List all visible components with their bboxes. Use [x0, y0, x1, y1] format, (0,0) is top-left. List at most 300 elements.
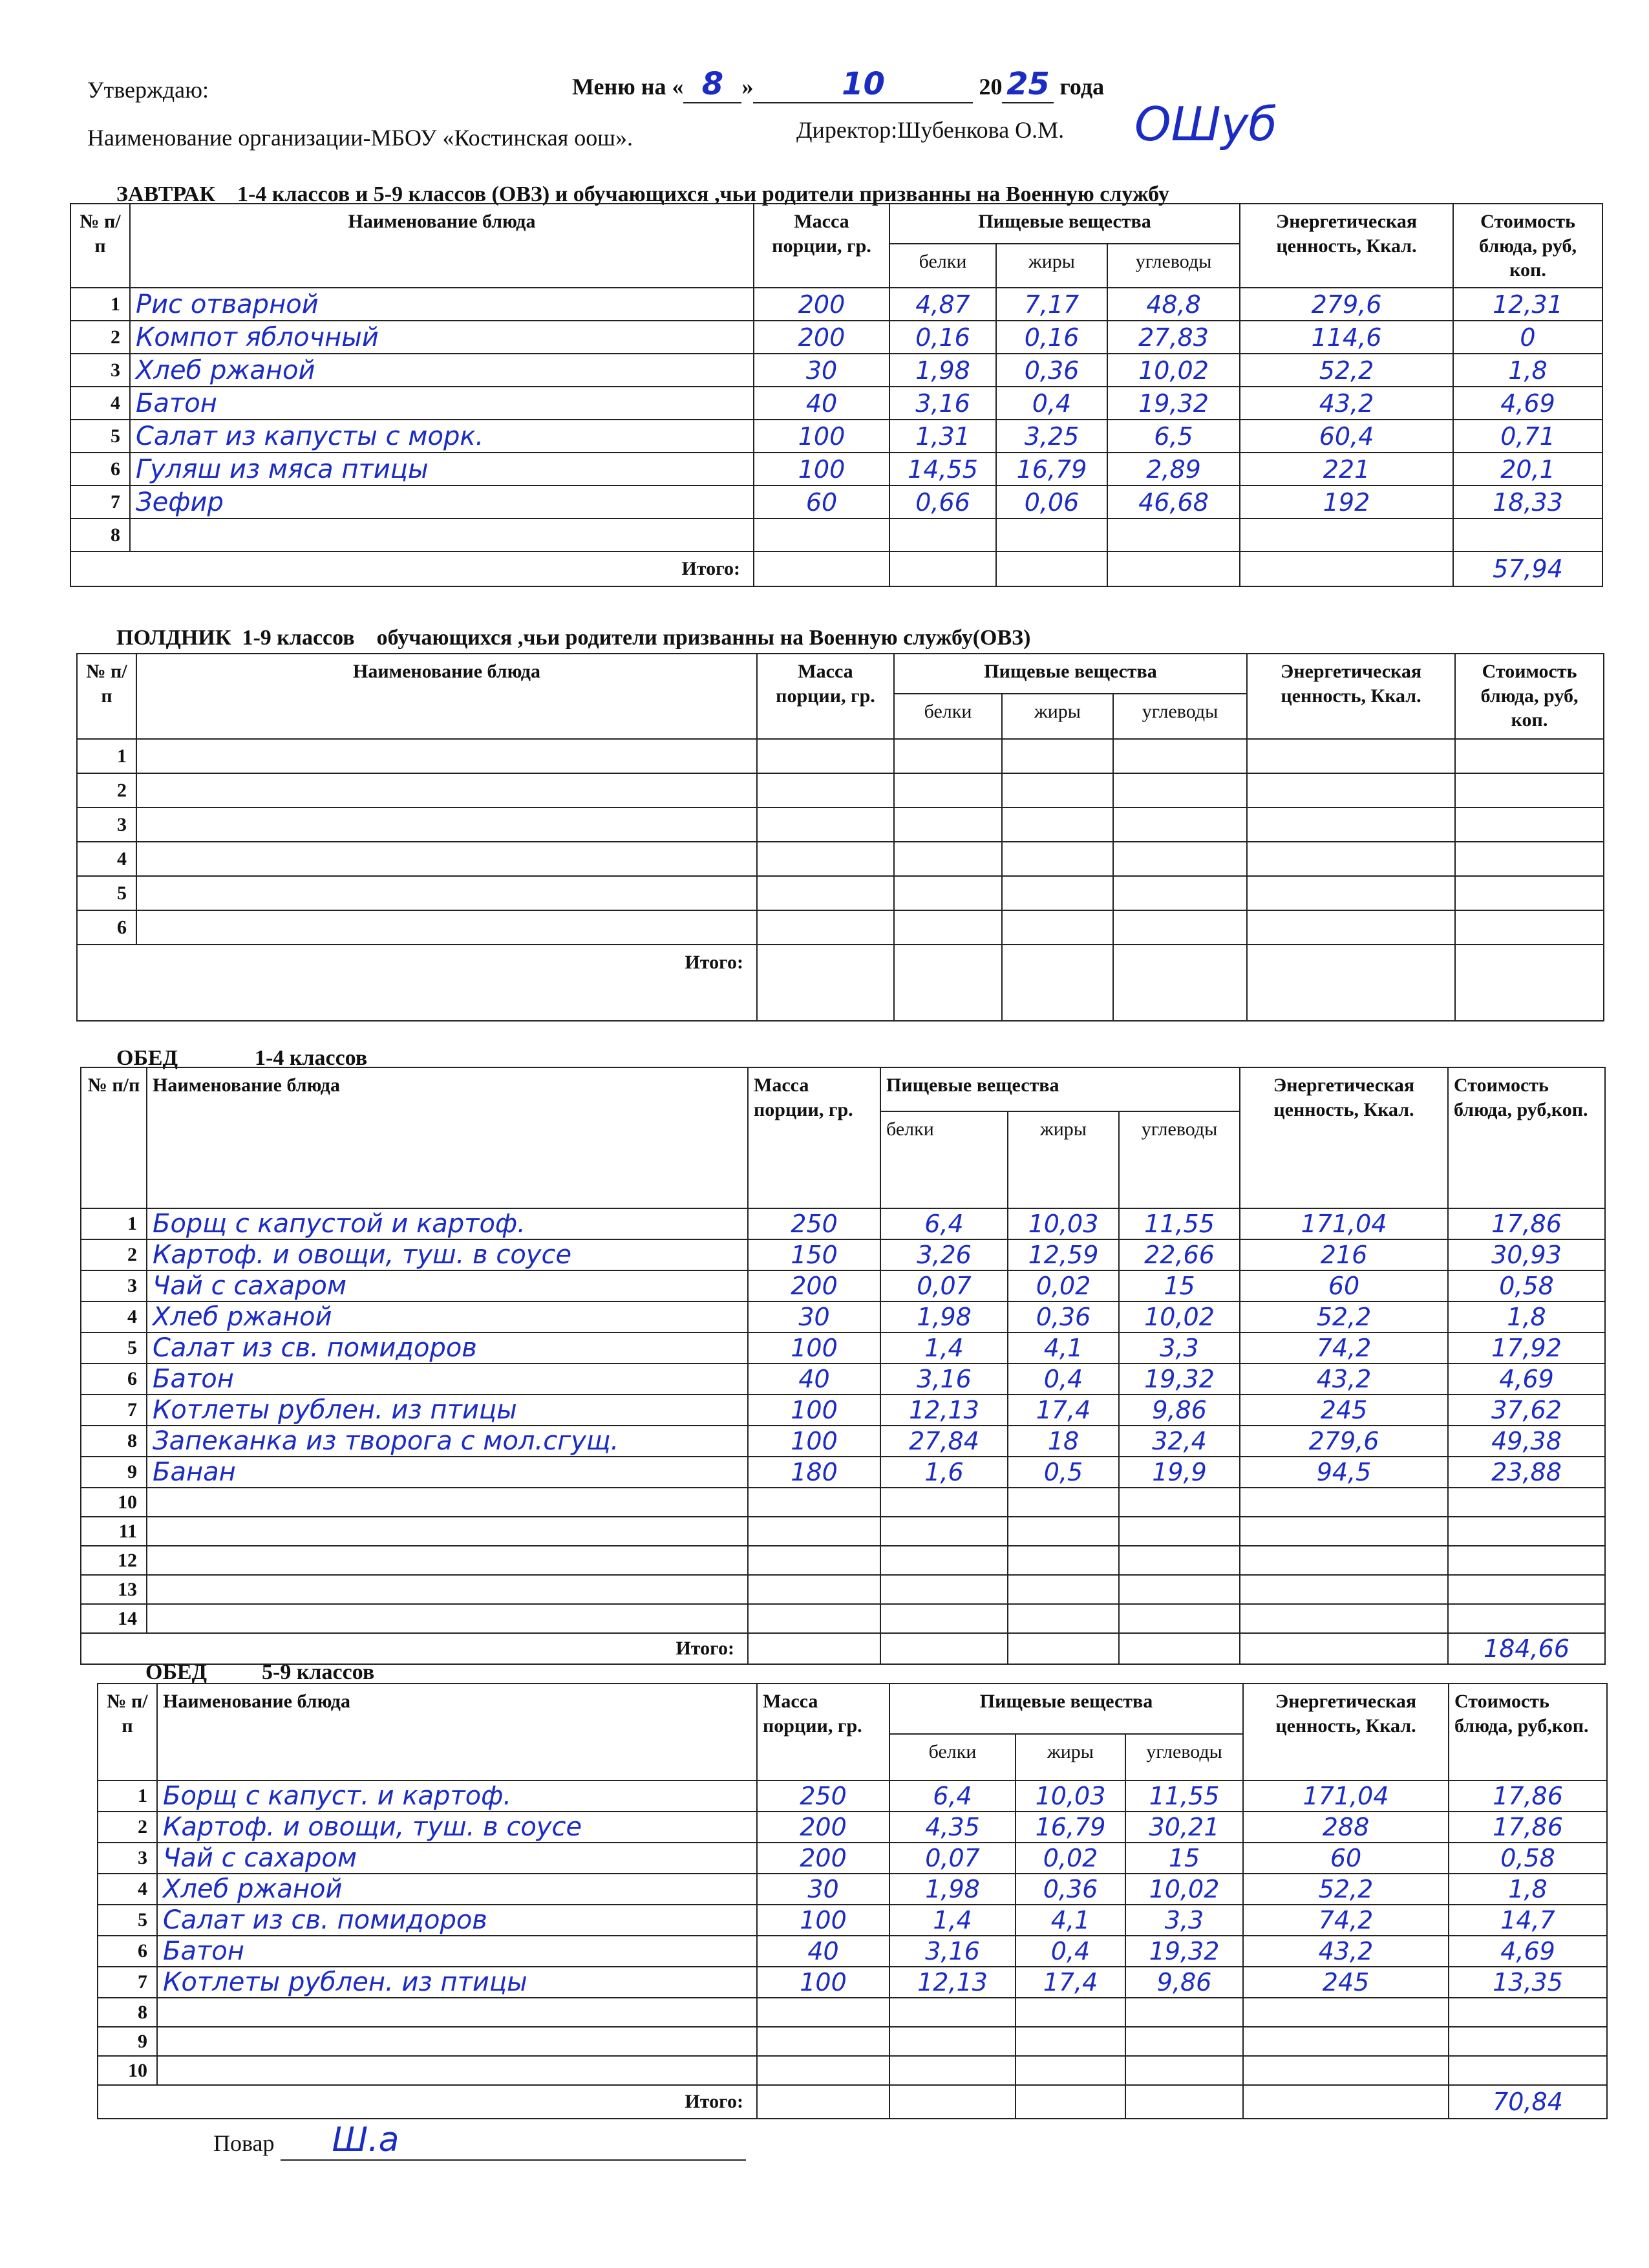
cell-p: 3,16 [889, 1936, 1016, 1967]
cell-dish [147, 1517, 748, 1546]
cell-c [1125, 2056, 1243, 2085]
table-row [77, 773, 1604, 808]
cell-dish [157, 1998, 757, 2027]
cell-dish [147, 1575, 748, 1604]
cell-cost [1448, 1604, 1605, 1633]
cell-empty [136, 876, 757, 910]
cell-p: 0,07 [889, 1843, 1016, 1874]
cell-dish: Компот яблочный [130, 321, 754, 354]
cell-mass: 250 [757, 1781, 889, 1812]
cell-c [1125, 1998, 1243, 2027]
cell-cost [1453, 519, 1602, 551]
cell-cost: 0,71 [1453, 420, 1602, 453]
cell-mass [748, 1575, 880, 1604]
cell-n: 12 [81, 1546, 147, 1575]
cell-n: 4 [77, 842, 136, 876]
cell-c: 10,02 [1107, 354, 1240, 387]
cell-cost: 30,93 [1448, 1239, 1605, 1270]
cell-mass: 100 [748, 1395, 880, 1426]
cell-c: 2,89 [1107, 453, 1240, 486]
cell-n: 10 [98, 2056, 157, 2085]
snack-table [76, 653, 1604, 1022]
cell-dish [147, 1488, 748, 1517]
col-energy: Энергетическая ценность, Ккал. [1243, 1684, 1449, 1781]
cell-mass: 100 [748, 1332, 880, 1364]
cell-c [1119, 1546, 1240, 1575]
col-fat: жиры [996, 244, 1107, 288]
cell-empty [1002, 876, 1113, 910]
cell-cost [1448, 1546, 1605, 1575]
cell-n: 4 [70, 387, 130, 420]
cell-p [889, 2056, 1016, 2085]
cell-e: 43,2 [1240, 387, 1453, 420]
cell-mass: 250 [748, 1208, 880, 1239]
cell-cost: 17,86 [1449, 1781, 1607, 1812]
approve-label: Утверждаю: [87, 77, 209, 103]
cell-e: 245 [1243, 1967, 1449, 1998]
cell-p: 3,16 [889, 387, 996, 420]
cell-n: 2 [81, 1239, 147, 1270]
cell-e: 60,4 [1240, 420, 1453, 453]
cell-empty [1113, 876, 1247, 910]
cell-e: 192 [1240, 486, 1453, 519]
cell-p [889, 2027, 1016, 2056]
cell-c [1119, 1488, 1240, 1517]
cell-mass [754, 519, 889, 551]
table-row [81, 1546, 1605, 1575]
cell-c: 46,68 [1107, 486, 1240, 519]
cell-p: 12,13 [889, 1967, 1016, 1998]
col-mass: Масса порции, гр. [754, 204, 889, 288]
cell-e: 52,2 [1243, 1874, 1449, 1905]
cell-dish [147, 1604, 748, 1633]
cell-cost: 4,69 [1453, 387, 1602, 420]
col-dish: Наименование блюда [136, 654, 757, 739]
cell-cost: 23,88 [1448, 1457, 1605, 1488]
cell-f: 16,79 [1016, 1812, 1125, 1843]
cell-n: 1 [81, 1208, 147, 1239]
snack-total-row [77, 945, 1604, 1021]
cell-f: 4,1 [1008, 1332, 1119, 1364]
cell-c: 11,55 [1119, 1208, 1240, 1239]
cell-c: 19,32 [1119, 1364, 1240, 1395]
cell-e: 74,2 [1243, 1905, 1449, 1936]
org-name: Наименование организации-МБОУ «Костинская оош». [87, 125, 633, 151]
cell-f: 0,06 [996, 486, 1107, 519]
cell-cost: 0 [1453, 321, 1602, 354]
col-cost: Стоимость блюда, руб,коп. [1448, 1067, 1605, 1208]
cell-c: 10,02 [1125, 1874, 1243, 1905]
cell-f: 0,16 [996, 321, 1107, 354]
cell-dish: Запеканка из творога с мол.сгущ. [147, 1426, 748, 1457]
cell-mass: 100 [757, 1967, 889, 1998]
snack-title: ПОЛДНИК 1-9 классов обучающихся ,чьи родители призванны на Военную службу(ОВЗ) [116, 626, 1031, 650]
col-no: № п/п [70, 204, 130, 288]
cell-cost [1448, 1488, 1605, 1517]
cell-p [880, 1604, 1008, 1633]
cell-f: 7,17 [996, 288, 1107, 321]
cook-signature: Ш.а [281, 2121, 746, 2161]
cell-p: 3,16 [880, 1364, 1008, 1395]
cell-f: 0,36 [1016, 1874, 1125, 1905]
cell-e: 43,2 [1243, 1936, 1449, 1967]
cell-dish [157, 2056, 757, 2085]
cell-empty [1455, 876, 1604, 910]
cell-n: 3 [81, 1270, 147, 1301]
cell-empty [1455, 808, 1604, 842]
cell-cost: 18,33 [1453, 486, 1602, 519]
total-label: Итого: [77, 945, 757, 1021]
cell-empty [1247, 842, 1455, 876]
cell-empty [1455, 773, 1604, 808]
cell-f: 16,79 [996, 453, 1107, 486]
col-cost: Стоимость блюда, руб, коп. [1453, 204, 1602, 288]
cell-p [880, 1488, 1008, 1517]
cell-e: 279,6 [1240, 1426, 1448, 1457]
cell-f: 10,03 [1008, 1208, 1119, 1239]
table-row [81, 1488, 1605, 1517]
col-fat: жиры [1016, 1734, 1125, 1781]
cell-empty [1113, 739, 1247, 773]
cell-empty [1002, 773, 1113, 808]
cell-dish [130, 519, 754, 551]
cell-dish: Чай с сахаром [157, 1843, 757, 1874]
cell-f: 10,03 [1016, 1781, 1125, 1812]
cell-e: 288 [1243, 1812, 1449, 1843]
cell-n: 2 [70, 321, 130, 354]
cell-p [880, 1546, 1008, 1575]
col-cost: Стоимость блюда, руб, коп. [1455, 654, 1604, 739]
cell-dish: Батон [130, 387, 754, 420]
cell-empty [1455, 910, 1604, 945]
cell-n: 9 [81, 1457, 147, 1488]
menu-day: 8 [683, 66, 741, 103]
cell-dish: Котлеты рублен. из птицы [157, 1967, 757, 1998]
cell-empty [1247, 876, 1455, 910]
cell-cost [1448, 1575, 1605, 1604]
table-row [70, 387, 1602, 420]
table-row [81, 1364, 1605, 1395]
cell-c [1119, 1517, 1240, 1546]
cell-n: 10 [81, 1488, 147, 1517]
cell-f [1016, 2056, 1125, 2085]
cell-e [1240, 1546, 1448, 1575]
cell-p [889, 1998, 1016, 2027]
cell-f: 17,4 [1016, 1967, 1125, 1998]
cell-empty [1002, 842, 1113, 876]
cell-n: 11 [81, 1517, 147, 1546]
cell-c: 9,86 [1125, 1967, 1243, 1998]
lunch14-title: ОБЕД 1-4 классов [116, 1046, 368, 1070]
cell-f: 18 [1008, 1426, 1119, 1457]
cell-n: 8 [81, 1426, 147, 1457]
cell-mass: 40 [754, 387, 889, 420]
table-row [70, 420, 1602, 453]
cell-e [1243, 2027, 1449, 2056]
cell-cost: 17,92 [1448, 1332, 1605, 1364]
cell-e: 52,2 [1240, 1301, 1448, 1332]
cell-empty [757, 910, 894, 945]
table-row [81, 1457, 1605, 1488]
table-row [98, 2027, 1607, 2056]
cell-n: 5 [81, 1332, 147, 1364]
cell-mass: 100 [754, 453, 889, 486]
cell-e [1240, 1604, 1448, 1633]
cell-empty [757, 842, 894, 876]
col-energy: Энергетическая ценность, Ккал. [1247, 654, 1455, 739]
cell-cost [1448, 1517, 1605, 1546]
breakfast-table [70, 203, 1603, 587]
cell-f: 12,59 [1008, 1239, 1119, 1270]
cell-empty [894, 739, 1002, 773]
table-row [81, 1301, 1605, 1332]
cell-e: 52,2 [1240, 354, 1453, 387]
cell-empty [757, 739, 894, 773]
cell-n: 3 [77, 808, 136, 842]
cell-cost: 0,58 [1449, 1843, 1607, 1874]
table-row [81, 1575, 1605, 1604]
col-protein: белки [880, 1111, 1008, 1208]
cell-e: 60 [1240, 1270, 1448, 1301]
col-carbs: углеводы [1125, 1734, 1243, 1781]
col-mass: Масса порции, гр. [757, 654, 894, 739]
cell-mass: 100 [754, 420, 889, 453]
cell-cost: 13,35 [1449, 1967, 1607, 1998]
cell-c: 19,32 [1107, 387, 1240, 420]
cell-empty [1002, 808, 1113, 842]
cell-f [996, 519, 1107, 551]
table-row [70, 288, 1602, 321]
cell-n: 1 [77, 739, 136, 773]
cell-cost: 1,8 [1449, 1874, 1607, 1905]
lunch59-table [97, 1683, 1608, 2119]
table-row [70, 453, 1602, 486]
cell-f [1008, 1546, 1119, 1575]
cell-empty [1113, 910, 1247, 945]
cell-empty [894, 876, 1002, 910]
lunch14-table [80, 1067, 1606, 1665]
table-row [98, 2056, 1607, 2085]
cell-c: 22,66 [1119, 1239, 1240, 1270]
cell-mass [748, 1546, 880, 1575]
cell-empty [1247, 910, 1455, 945]
col-energy: Энергетическая ценность, Ккал. [1240, 1067, 1448, 1208]
cell-mass: 200 [748, 1270, 880, 1301]
cell-empty [1247, 773, 1455, 808]
cell-p: 1,98 [889, 354, 996, 387]
cell-cost: 4,69 [1448, 1364, 1605, 1395]
cell-n: 1 [98, 1781, 157, 1812]
cell-dish: Банан [147, 1457, 748, 1488]
cell-n: 5 [70, 420, 130, 453]
cell-empty [1247, 808, 1455, 842]
breakfast-total-row [70, 551, 1602, 586]
cell-p: 0,66 [889, 486, 996, 519]
col-cost: Стоимость блюда, руб,коп. [1449, 1684, 1607, 1781]
col-no: № п/п [77, 654, 136, 739]
cell-empty [136, 773, 757, 808]
cell-cost: 12,31 [1453, 288, 1602, 321]
cell-mass: 30 [757, 1874, 889, 1905]
col-carbs: углеводы [1113, 694, 1247, 739]
table-row [81, 1270, 1605, 1301]
cell-n: 2 [77, 773, 136, 808]
cell-n: 8 [70, 519, 130, 551]
menu-close: » [741, 74, 754, 100]
cell-cost: 4,69 [1449, 1936, 1607, 1967]
cell-c: 19,32 [1125, 1936, 1243, 1967]
cell-p: 1,4 [880, 1332, 1008, 1364]
cell-p: 4,35 [889, 1812, 1016, 1843]
cell-c: 10,02 [1119, 1301, 1240, 1332]
cell-f: 0,36 [1008, 1301, 1119, 1332]
cell-empty [136, 808, 757, 842]
cell-mass: 150 [748, 1239, 880, 1270]
cell-p [880, 1575, 1008, 1604]
cell-p [880, 1517, 1008, 1546]
table-row [77, 808, 1604, 842]
cell-e: 94,5 [1240, 1457, 1448, 1488]
cell-mass: 60 [754, 486, 889, 519]
table-row [77, 876, 1604, 910]
cell-dish: Рис отварной [130, 288, 754, 321]
col-dish: Наименование блюда [157, 1684, 757, 1781]
menu-date-line [572, 66, 1104, 103]
table-row [98, 1905, 1607, 1936]
cell-mass: 40 [748, 1364, 880, 1395]
director-signature: ОШуб [1134, 97, 1277, 151]
menu-suffix: года [1059, 74, 1105, 100]
col-mass: Масса порции, гр. [748, 1067, 880, 1208]
col-nutrients: Пищевые вещества [894, 654, 1247, 694]
cell-e: 221 [1240, 453, 1453, 486]
director-name: Директор:Шубенкова О.М. [796, 117, 1065, 143]
table-row [70, 354, 1602, 387]
total-label: Итого: [81, 1633, 748, 1664]
col-dish: Наименование блюда [130, 204, 754, 288]
cell-p: 1,4 [889, 1905, 1016, 1936]
cell-dish: Хлеб ржаной [130, 354, 754, 387]
cell-p: 0,07 [880, 1270, 1008, 1301]
cell-n: 6 [98, 1936, 157, 1967]
cell-p: 1,98 [880, 1301, 1008, 1332]
cell-c: 11,55 [1125, 1781, 1243, 1812]
cell-f: 0,5 [1008, 1457, 1119, 1488]
cell-cost: 20,1 [1453, 453, 1602, 486]
cell-cost [1449, 1998, 1607, 2027]
col-fat: жиры [1002, 694, 1113, 739]
table-row [81, 1604, 1605, 1633]
col-fat: жиры [1008, 1111, 1119, 1208]
lunch14-total: 184,66 [1448, 1633, 1605, 1664]
breakfast-title: ЗАВТРАК 1-4 классов и 5-9 классов (ОВЗ) и обучающихся ,чьи родители призванны на Военную службу [116, 182, 1169, 206]
col-nutrients: Пищевые вещества [880, 1067, 1240, 1111]
menu-year-prefix: 20 [979, 74, 1003, 100]
cell-n: 4 [98, 1874, 157, 1905]
cell-dish: Батон [147, 1364, 748, 1395]
col-no: № п/п [81, 1067, 147, 1208]
table-row [70, 321, 1602, 354]
cell-p: 6,4 [880, 1208, 1008, 1239]
lunch14-total-row [81, 1633, 1605, 1664]
cell-empty [757, 808, 894, 842]
cell-n: 5 [98, 1905, 157, 1936]
lunch59-total-row [98, 2085, 1607, 2119]
table-row [77, 739, 1604, 773]
cell-e: 245 [1240, 1395, 1448, 1426]
cell-e: 171,04 [1240, 1208, 1448, 1239]
cell-f [1016, 2027, 1125, 2056]
cell-dish: Чай с сахаром [147, 1270, 748, 1301]
col-no: № п/п [98, 1684, 157, 1781]
cell-dish: Хлеб ржаной [157, 1874, 757, 1905]
cell-empty [1455, 739, 1604, 773]
col-carbs: углеводы [1107, 244, 1240, 288]
menu-prefix: Меню на « [572, 74, 684, 100]
cell-f [1008, 1488, 1119, 1517]
cell-dish [147, 1546, 748, 1575]
cell-c: 27,83 [1107, 321, 1240, 354]
cell-f: 0,36 [996, 354, 1107, 387]
cell-n: 9 [98, 2027, 157, 2056]
cell-p: 6,4 [889, 1781, 1016, 1812]
cell-c: 3,3 [1119, 1332, 1240, 1364]
cell-cost: 17,86 [1449, 1812, 1607, 1843]
cell-n: 7 [70, 486, 130, 519]
table-row [98, 1874, 1607, 1905]
cell-dish: Картоф. и овощи, туш. в соусе [147, 1239, 748, 1270]
col-mass: Масса порции, гр. [757, 1684, 889, 1781]
cell-empty [1002, 910, 1113, 945]
cell-mass: 200 [757, 1843, 889, 1874]
cell-p: 0,16 [889, 321, 996, 354]
cell-mass [757, 2056, 889, 2085]
col-nutrients: Пищевые вещества [889, 204, 1240, 244]
cell-e [1240, 519, 1453, 551]
col-carbs: углеводы [1119, 1111, 1240, 1208]
table-row [98, 1812, 1607, 1843]
col-energy: Энергетическая ценность, Ккал. [1240, 204, 1453, 288]
cell-f [1008, 1604, 1119, 1633]
table-row [98, 1781, 1607, 1812]
cell-f: 0,02 [1016, 1843, 1125, 1874]
cell-cost [1449, 2027, 1607, 2056]
cell-dish [157, 2027, 757, 2056]
cell-empty [1455, 842, 1604, 876]
cell-c: 3,3 [1125, 1905, 1243, 1936]
cell-cost: 37,62 [1448, 1395, 1605, 1426]
table-row [70, 519, 1602, 551]
total-label: Итого: [98, 2085, 757, 2119]
cell-mass: 40 [757, 1936, 889, 1967]
cell-n: 3 [70, 354, 130, 387]
table-row [98, 1936, 1607, 1967]
cell-n: 1 [70, 288, 130, 321]
cell-n: 7 [81, 1395, 147, 1426]
cell-dish: Батон [157, 1936, 757, 1967]
cell-c [1125, 2027, 1243, 2056]
table-row [81, 1395, 1605, 1426]
cell-c: 15 [1119, 1270, 1240, 1301]
cell-empty [894, 842, 1002, 876]
snack-total [1455, 945, 1604, 1021]
cell-empty [1002, 739, 1113, 773]
cell-p: 12,13 [880, 1395, 1008, 1426]
cell-n: 3 [98, 1843, 157, 1874]
cell-mass: 200 [754, 321, 889, 354]
cell-mass: 180 [748, 1457, 880, 1488]
cell-f [1008, 1575, 1119, 1604]
